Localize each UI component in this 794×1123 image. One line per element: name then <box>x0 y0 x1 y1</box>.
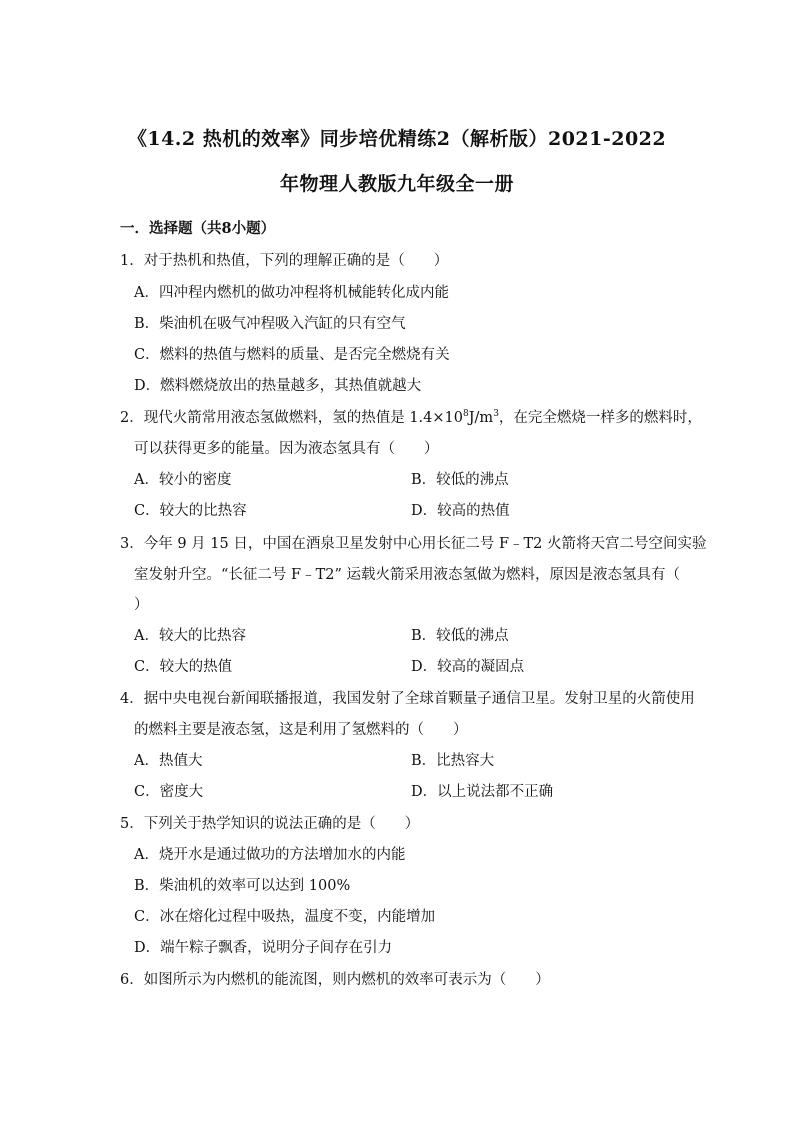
question-4-option-a: A．热值大 <box>134 753 203 769</box>
question-6-stem: 6．如图所示为内燃机的能流图，则内燃机的效率可表示为（ ） <box>120 972 550 988</box>
question-3-option-c: C．较大的热值 <box>134 659 233 675</box>
question-1-option-c: C．燃料的热值与燃料的质量、是否完全燃烧有关 <box>134 347 450 363</box>
question-5-option-b: B．柴油机的效率可以达到 100% <box>134 878 351 894</box>
question-2-option-a: A．较小的密度 <box>134 472 232 488</box>
question-5-stem: 5．下列关于热学知识的说法正确的是（ ） <box>120 816 420 832</box>
question-2-stem-part-b: J/m <box>468 410 494 426</box>
question-4-option-d: D．以上说法都不正确 <box>411 784 554 800</box>
question-1-option-d: D．燃料燃烧放出的热量越多，其热值就越大 <box>134 378 422 394</box>
question-2-stem-line-2: 可以获得更多的能量。因为液态氢具有（ ） <box>134 441 439 457</box>
question-5-option-c: C．冰在熔化过程中吸热，温度不变，内能增加 <box>134 909 436 925</box>
question-2-exponent-1: 8 <box>463 409 469 419</box>
question-4-stem-line-1: 4．据中央电视台新闻联播报道，我国发射了全球首颗量子通信卫星。发射卫星的火箭使用 <box>120 691 695 707</box>
question-3-stem-line-3: ） <box>134 597 149 613</box>
question-3-stem-line-2: 室发射升空。“长征二号 F﹣T2” 运载火箭采用液态氢做为燃料，原因是液态氢具有（ <box>134 567 680 583</box>
question-1-option-b: B．柴油机在吸气冲程吸入汽缸的只有空气 <box>134 316 406 332</box>
question-2-stem-part-a: 2．现代火箭常用液态氢做燃料，氢的热值是 1.4×10 <box>120 410 463 426</box>
question-4-option-b: B．比热容大 <box>411 753 495 769</box>
question-1-option-a: A．四冲程内燃机的做功冲程将机械能转化成内能 <box>134 285 449 301</box>
question-2-option-d: D．较高的热值 <box>411 503 510 519</box>
question-4-stem-line-2: 的燃料主要是液态氢，这是利用了氢燃料的（ ） <box>134 722 468 738</box>
document-title-line-1: 《14.2 热机的效率》同步培优精练2（解析版）2021-2022 <box>127 128 667 150</box>
document-title-line-2: 年物理人教版九年级全一册 <box>279 173 514 195</box>
question-1-stem: 1．对于热机和热值，下列的理解正确的是（ ） <box>120 253 449 269</box>
question-2-stem-line-1 <box>120 408 702 428</box>
question-2-option-c: C．较大的比热容 <box>134 503 247 519</box>
question-5-option-a: A．烧开水是通过做功的方法增加水的内能 <box>134 847 406 863</box>
question-5-option-d: D．端午粽子飘香，说明分子间存在引力 <box>134 940 393 956</box>
section-header: 一．选择题（共8小题） <box>120 220 276 237</box>
question-2-option-b: B．较低的沸点 <box>411 472 509 488</box>
question-3-option-a: A．较大的比热容 <box>134 628 246 644</box>
question-2-stem-part-c: ，在完全燃烧一样多的燃料时， <box>498 410 702 426</box>
question-3-option-d: D．较高的凝固点 <box>411 659 525 675</box>
question-3-stem-line-1: 3．今年 9 月 15 日，中国在酒泉卫星发射中心用长征二号 F﹣T2 火箭将天宫二号空间实验 <box>120 536 707 552</box>
question-2-exponent-2: 3 <box>493 409 499 419</box>
question-3-option-b: B．较低的沸点 <box>411 628 509 644</box>
question-4-option-c: C．密度大 <box>134 784 204 800</box>
